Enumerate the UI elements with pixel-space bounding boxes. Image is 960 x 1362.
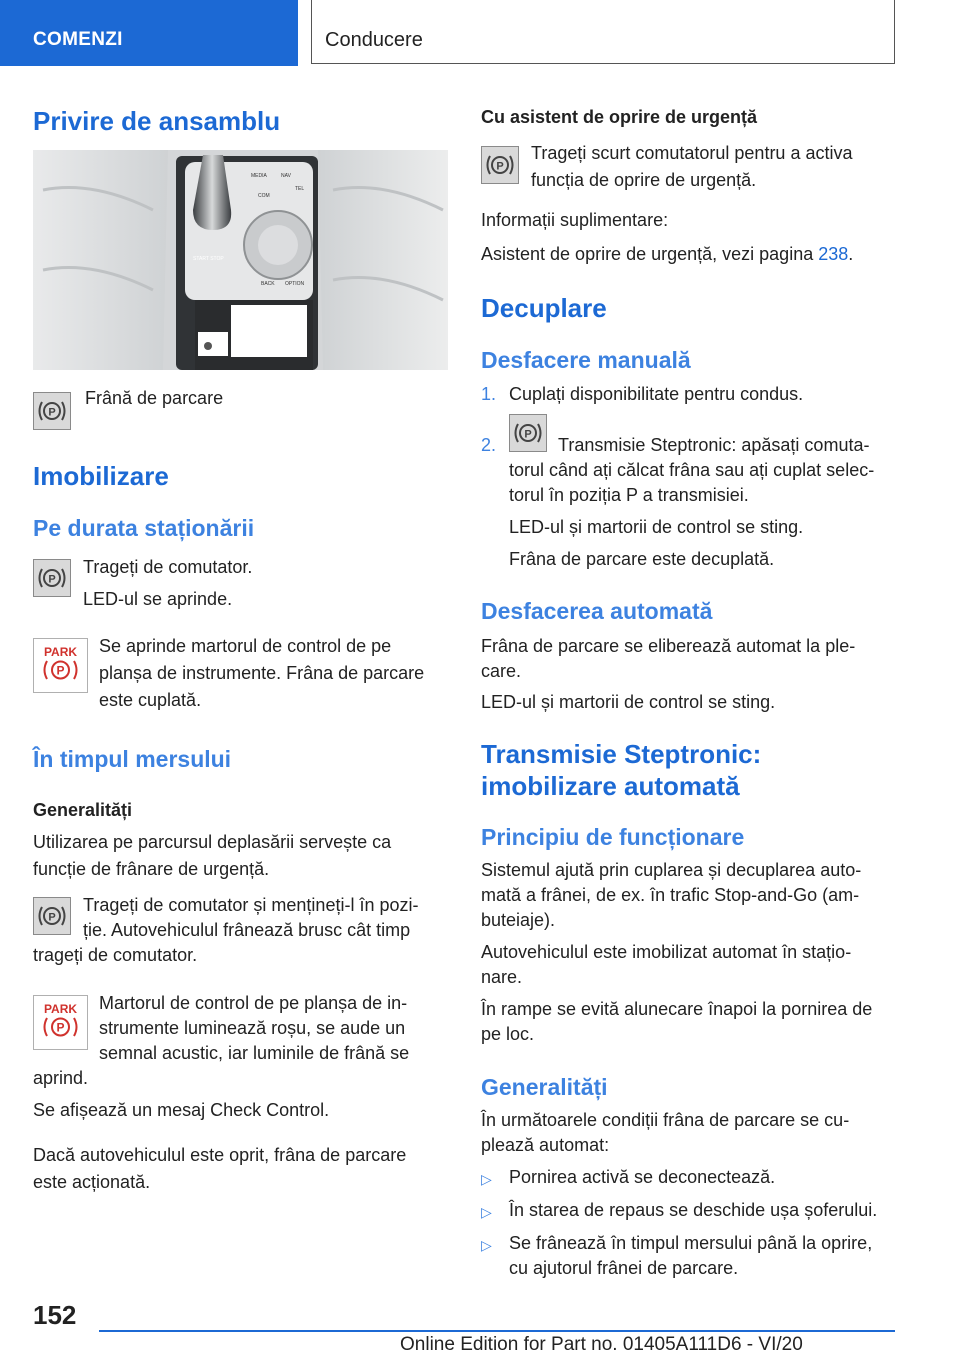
driving-warning-line-2: strumente luminează roșu, se aude un [99,1018,406,1038]
stationary-step-2: LED-ul se aprinde. [83,589,233,609]
heading-steptronic-line-1: Transmisie Steptronic: [481,739,762,769]
bullet-icon: ▷ [481,1204,492,1220]
page-header [0,0,960,66]
heading-release: Decuplare [481,293,607,323]
emergency-text: Trageți scurt comutatorul pentru a activa funcția de oprire de urgență. [531,143,853,190]
section-tab [0,0,298,66]
step-number-2: 2. [481,435,497,455]
principle-line-2: mată a frânei, de ex. în trafic Stop-and-Go (am- [481,885,860,905]
label-com: COM [258,193,270,199]
heading-steptronic-line-2: imobilizare automată [481,771,740,801]
list-item: În starea de repaus se deschide ușa șoferului. [509,1200,878,1220]
more-info-label: Informații suplimentare: [481,210,669,230]
step-1-text: Cuplați disponibilitate pentru condus. [509,384,804,404]
list-item-continued: cu ajutorul frânei de parcare. [509,1258,739,1278]
heading-driving: În timpul mersului [33,746,232,772]
imob-line-1: Autovehiculul este imobilizat automat în stațio- [481,942,852,962]
chapter-box [311,0,895,64]
svg-text:P: P [48,573,56,586]
park-warning-light-icon [33,995,88,1050]
step-2-released-text: Frâna de parcare este decuplată. [509,549,775,569]
label-start-stop: START STOP [193,256,224,262]
driving-text-line-3: trageți de comutator. [33,945,198,965]
park-warning-light-icon [33,638,88,693]
heading-auto-release: Desfacerea automată [481,598,713,624]
ramp-line-2: pe loc. [481,1024,535,1044]
assist-reference: Asistent de oprire de urgență, vezi pagina 238. [481,244,854,264]
auto-release-led: LED-ul și martorii de control se sting. [481,692,776,712]
parking-brake-switch-icon [33,897,71,935]
label-back: BACK [261,281,275,287]
heading-manual-release: Desfacere manuală [481,347,691,373]
svg-text:PARK: PARK [43,1002,78,1016]
general-text: Utilizarea pe parcursul deplasării servește ca funcție de frânare de urgență. [33,832,392,879]
heading-emergency: Cu asistent de oprire de urgență [481,107,758,127]
heading-principle: Principiu de funcționare [481,824,745,850]
heading-overview: Privire de ansamblu [33,106,281,136]
heading-general-right: Generalități [481,1074,608,1100]
page-link-238[interactable]: 238 [818,244,849,264]
label-tel: TEL [295,186,305,192]
principle-line-1: Sistemul ajută prin cuplarea și decuplarea auto- [481,860,862,880]
general-right-line-2: plează automat: [481,1135,610,1155]
driving-warning-line-4: aprind. [33,1068,89,1088]
parking-brake-switch-icon [509,414,547,452]
auto-release-line-1: Frâna de parcare se eliberează automat la ple- [481,636,856,656]
parking-brake-switch-icon [33,392,71,430]
parking-brake-switch-icon [481,146,519,184]
step-2-line-1: Transmisie Steptronic: apăsați comuta- [558,435,870,455]
heading-immobilize: Imobilizare [33,461,169,491]
parking-brake-switch-icon [33,559,71,597]
svg-text:P: P [524,428,532,441]
auto-release-line-2: care. [481,661,522,681]
stopped-text: Dacă autovehiculul este oprit, frâna de parcare este acționată. [33,1145,407,1192]
check-control-text: Se afișează un mesaj Check Control. [33,1100,330,1120]
chapter-title: Conducere [325,29,423,51]
page-number: 152 [33,1300,77,1330]
step-number-1: 1. [481,384,497,404]
driving-warning-line-1: Martorul de control de pe planșa de in- [99,993,408,1013]
ramp-line-1: În rampe se evită alunecare înapoi la pornirea de [481,999,873,1019]
bullet-icon: ▷ [481,1237,492,1253]
stationary-step-1: Trageți de comutator. [83,557,253,577]
step-2-line-3: torul în poziția P a transmisiei. [509,485,749,505]
svg-text:P: P [48,406,56,419]
svg-text:P: P [56,663,65,678]
svg-text:P: P [48,911,56,924]
step-2-led-text: LED-ul și martorii de control se sting. [509,517,804,537]
section-title: COMENZI [33,29,123,50]
heading-general-left: Generalități [33,800,133,820]
svg-text:P: P [496,160,504,173]
park-brake-label: Frână de parcare [85,388,224,408]
principle-line-3: buteiaje). [481,910,556,930]
list-item: Se frânează în timpul mersului până la oprire, [509,1233,873,1253]
step-2-line-2: torul când ați călcat frâna sau ați cuplat selec- [509,460,875,480]
label-option: OPTION [285,281,305,287]
label-media: MEDIA [251,173,267,179]
general-right-line-1: În următoarele condiții frâna de parcare se cu- [481,1110,850,1130]
imob-line-2: nare. [481,967,523,987]
bullet-icon: ▷ [481,1171,492,1187]
stationary-warning-text: Se aprinde martorul de control de pe planșa de instrumente. Frâna de parcare este cuplată. [99,636,425,710]
svg-text:P: P [56,1020,65,1035]
parking-brake-photo [33,150,448,370]
heading-stationary: Pe durata staționării [33,515,255,541]
list-item: Pornirea activă se deconectează. [509,1167,776,1187]
center-console-illustration [33,150,448,370]
driving-text-line-1: Trageți de comutator și mențineți-l în pozi- [83,895,419,915]
svg-text:PARK: PARK [43,645,78,659]
edition-text: Online Edition for Part no. 01405A111D6 - VI/20 [400,1334,803,1355]
driving-text-line-2: ție. Autovehiculul frânează brusc cât timp [83,920,411,940]
footer-divider [99,1330,895,1332]
label-nav: NAV [281,173,291,179]
driving-warning-line-3: semnal acustic, iar luminile de frână se [99,1043,410,1063]
